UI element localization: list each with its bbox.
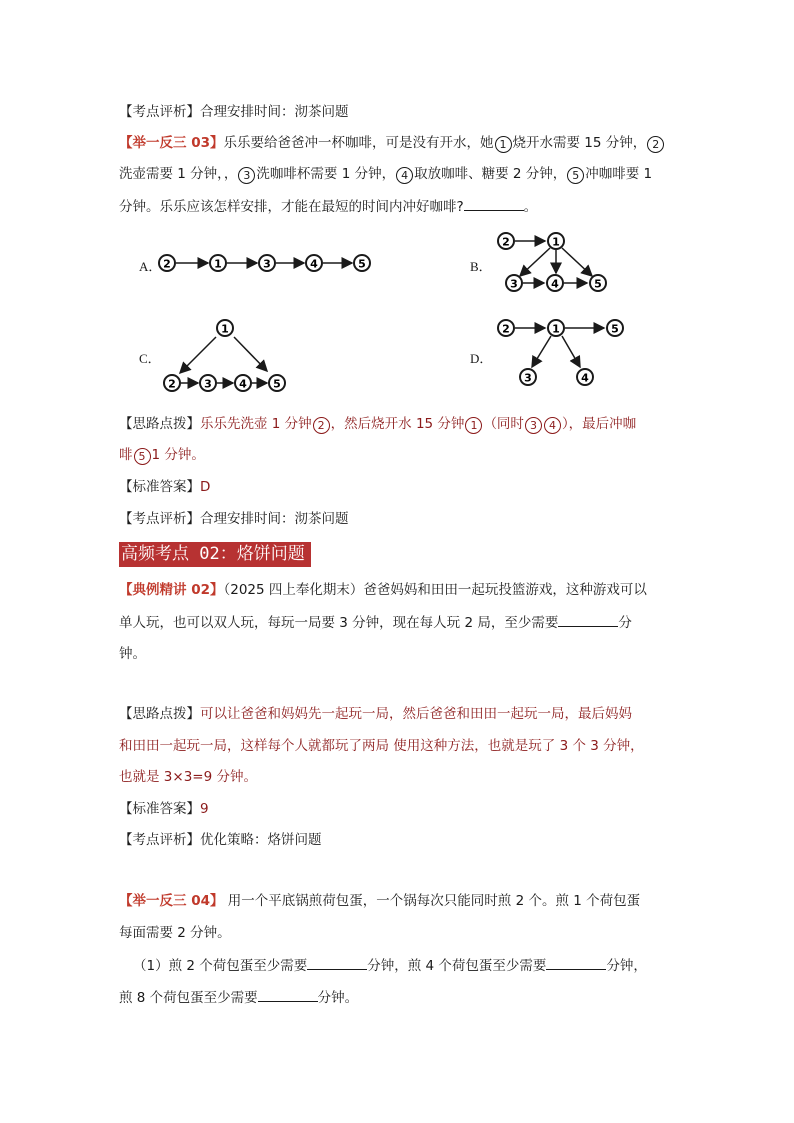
kaodian-tag: 【考点评析】: [119, 511, 200, 527]
ex2-text: 单人玩，也可以双人玩，每玩一局要 3 分钟，现在每人玩 2 局，至少需要: [119, 615, 559, 631]
option-c-label: C．: [139, 351, 161, 366]
q3-line-1: [119, 133, 665, 153]
node-4-icon: [235, 375, 251, 391]
q4-tag: 【举一反三 04】: [119, 893, 224, 909]
ans3-tag: 【标准答案】: [119, 479, 200, 495]
svg-text:3: 3: [263, 257, 271, 271]
node-1-icon: [217, 320, 233, 336]
node-1-icon: [548, 233, 564, 249]
q3-text: 乐乐要给爸爸冲一杯咖啡，可是没有开水，她: [223, 135, 494, 151]
node-4-icon: [577, 369, 593, 385]
node-3-icon: [506, 275, 522, 291]
node-2-icon: [498, 320, 514, 336]
ex2-line-1: [119, 580, 647, 600]
svg-text:3: 3: [524, 371, 532, 385]
ans-ex2-line: [119, 799, 209, 819]
sol3-text: 啡: [119, 447, 133, 463]
sol-ex2-line-2: 和田田一起玩一局，这样每个人就都玩了两局 使用这种方法，也就是玩了 3 个 3 分钟，: [119, 738, 644, 754]
q4-sub-2: [119, 987, 358, 1008]
sol3-text: ），最后冲咖: [561, 416, 637, 432]
option-b-label: B．: [470, 259, 492, 274]
answer-blank[interactable]: [258, 987, 318, 1002]
q4-text: 分钟，: [606, 958, 647, 974]
sol-ex2-text: 可以让爸爸和妈妈先一起玩一局，然后爸爸和田田一起玩一局，最后妈妈: [200, 706, 632, 722]
svg-text:1: 1: [552, 235, 560, 249]
q4-text: （1）煎 2 个荷包蛋至少需要: [133, 958, 308, 974]
q4-text: 分钟，煎 4 个荷包蛋至少需要: [367, 958, 547, 974]
q3-text: 烧开水需要 15 分钟，: [512, 135, 647, 151]
sol3-line-2: [119, 445, 205, 465]
q3-line-2: 洗壶需要 1 分钟，， 3 洗咖啡杯需要 1 分钟， 4 取放咖啡、糖要 2 分钟， 5 冲咖啡要 1: [119, 166, 653, 182]
svg-text:4: 4: [581, 371, 589, 385]
node-5-icon: [607, 320, 623, 336]
kaodian-line-2: [119, 509, 349, 529]
circled-4: 4: [544, 417, 561, 434]
node-5-icon: [269, 375, 285, 391]
q4-sub-1: [133, 955, 647, 976]
circled-4: 4: [396, 167, 413, 184]
kaodian-text: 合理安排时间：沏茶问题: [200, 104, 349, 120]
svg-text:1: 1: [214, 257, 222, 271]
sol-ex2-line-1: [119, 704, 632, 724]
answer-blank[interactable]: [558, 612, 618, 627]
svg-text:4: 4: [239, 377, 247, 391]
sol3-tag: 【思路点拨】: [119, 416, 200, 432]
ans3-line: [119, 477, 210, 497]
diagram-option-c: [150, 315, 300, 395]
answer-blank[interactable]: [464, 196, 524, 211]
diagram-option-b: [492, 228, 622, 298]
diagram-option-d: [492, 313, 637, 393]
ans-ex2-value: 9: [200, 801, 209, 817]
sol3-text: 乐乐先洗壶 1 分钟: [200, 416, 312, 432]
kaodian-text: 合理安排时间：沏茶问题: [200, 511, 349, 527]
ex2-text: 钟。: [119, 646, 146, 662]
svg-text:3: 3: [204, 377, 212, 391]
node-1-icon: [210, 255, 226, 271]
svg-text:5: 5: [594, 277, 602, 291]
ans-ex2-tag: 【标准答案】: [119, 801, 200, 817]
sol-ex2-line-3: 也就是 3×3=9 分钟。: [119, 769, 257, 785]
svg-text:2: 2: [502, 322, 510, 336]
node-2-icon: [498, 233, 514, 249]
ex2-text: 爸爸妈妈和田田一起玩投篮游戏，这种游戏可以: [363, 582, 647, 598]
q3-text: 。: [523, 199, 538, 215]
svg-text:4: 4: [551, 277, 559, 291]
sol3-text: ，然后烧开水 15 分钟: [330, 416, 465, 432]
circled-5: 5: [134, 448, 151, 465]
circled-3: 3: [238, 167, 255, 184]
ex2-tag: 【典例精讲 02】: [119, 582, 224, 598]
kaodian-text: 优化策略：烙饼问题: [200, 832, 322, 848]
node-4-icon: [306, 255, 322, 271]
ex2-source: （2025 四上奉化期末）: [223, 582, 364, 598]
kaodian-tag: 【考点评析】: [119, 832, 200, 848]
ex2-text: 分: [618, 615, 632, 631]
option-d-label: D．: [470, 351, 493, 366]
kaodian-tag: 【考点评析】: [119, 104, 200, 120]
node-5-icon: [590, 275, 606, 291]
node-5-icon: [354, 255, 370, 271]
svg-text:1: 1: [221, 322, 229, 336]
circled-1: 1: [465, 417, 482, 434]
svg-text:4: 4: [310, 257, 318, 271]
sol3-line-1: [119, 414, 636, 434]
kaodian-line-3: [119, 830, 322, 850]
node-4-icon: [547, 275, 563, 291]
circled-1: 1: [495, 136, 512, 153]
node-3-icon: [259, 255, 275, 271]
sol-ex2-tag: 【思路点拨】: [119, 706, 200, 722]
svg-text:5: 5: [611, 322, 619, 336]
q3-text: 取放咖啡、糖要 2 分钟，: [414, 166, 567, 182]
q4-line-2: 每面需要 2 分钟。: [119, 925, 231, 941]
node-1-icon: [548, 320, 564, 336]
answer-blank[interactable]: [546, 955, 606, 970]
q3-line-3: [119, 196, 537, 217]
option-a-label: A．: [139, 259, 162, 274]
node-2-icon: [159, 255, 175, 271]
section-banner: 高频考点 02：烙饼问题: [119, 542, 311, 567]
node-3-icon: [520, 369, 536, 385]
circled-2: 2: [647, 136, 664, 153]
q3-text: 冲咖啡要 1: [585, 166, 653, 182]
svg-text:2: 2: [163, 257, 171, 271]
q3-tag: 【举一反三 03】: [119, 135, 224, 151]
node-3-icon: [200, 375, 216, 391]
q4-line-1: [119, 891, 640, 911]
circled-2: 2: [313, 417, 330, 434]
node-2-icon: [164, 375, 180, 391]
sol3-text: （同时: [483, 416, 524, 432]
circled-3: 3: [525, 417, 542, 434]
svg-text:1: 1: [552, 322, 560, 336]
diagram-option-a: [150, 248, 380, 278]
q3-text: 洗咖啡杯需要 1 分钟，: [256, 166, 396, 182]
answer-blank[interactable]: [307, 955, 367, 970]
q4-text: 用一个平底锅煎荷包蛋，一个锅每次只能同时煎 2 个。煎 1 个荷包蛋: [223, 893, 641, 909]
svg-text:5: 5: [358, 257, 366, 271]
ex2-line-2: [119, 612, 632, 633]
kaodian-line-1: [119, 102, 349, 122]
ex2-line-3: [119, 644, 146, 664]
svg-text:2: 2: [168, 377, 176, 391]
svg-text:3: 3: [510, 277, 518, 291]
q3-text: 分钟。乐乐应该怎样安排，才能在最短的时间内冲好咖啡?: [119, 199, 464, 215]
circled-5: 5: [567, 167, 584, 184]
q4-text: 煎 8 个荷包蛋至少需要: [119, 990, 258, 1006]
svg-text:5: 5: [273, 377, 281, 391]
sol3-text: 1 分钟。: [151, 447, 205, 463]
ans3-value: D: [200, 479, 211, 495]
q4-text: 分钟。: [317, 990, 359, 1006]
svg-text:2: 2: [502, 235, 510, 249]
q3-text: 洗壶需要 1 分钟，: [119, 166, 224, 182]
